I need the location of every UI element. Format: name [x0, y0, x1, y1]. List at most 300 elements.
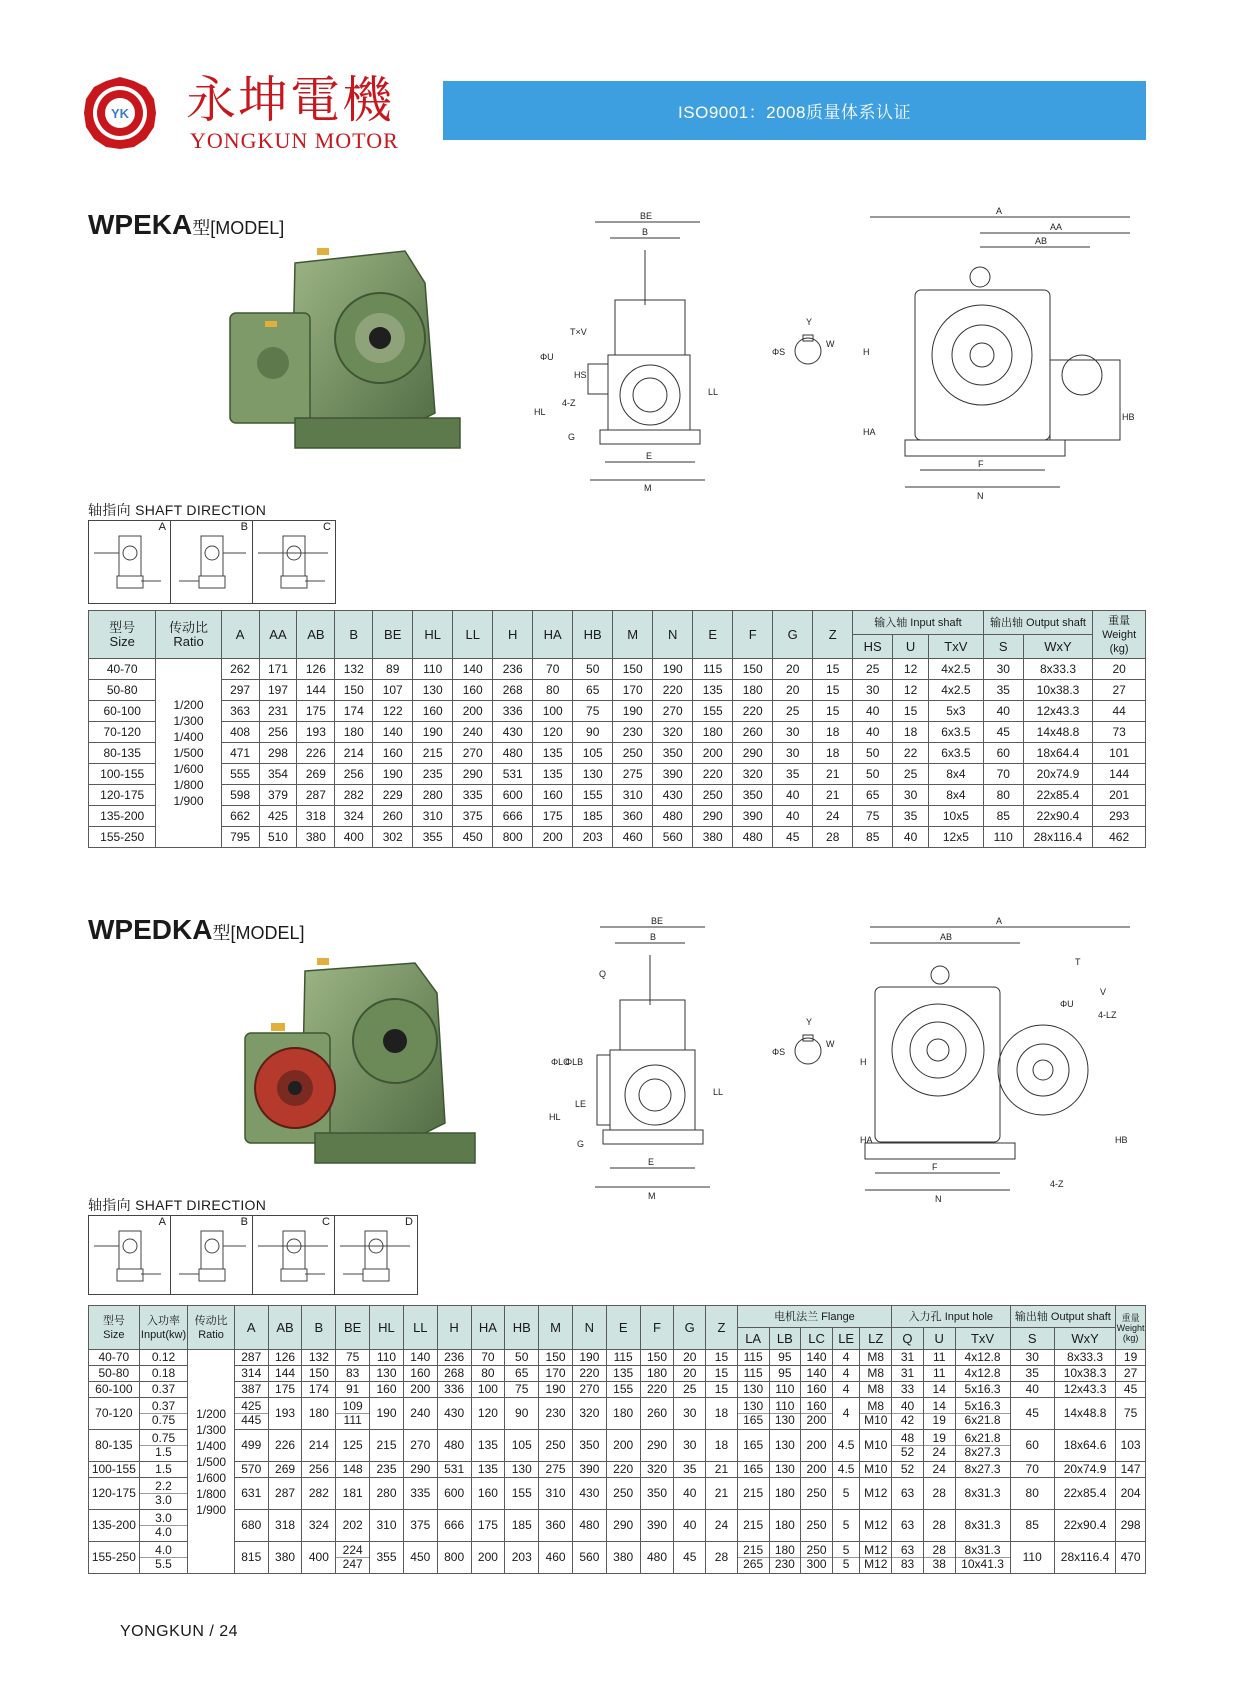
column-header: F	[733, 611, 773, 659]
column-header-size: 型号 Size	[89, 1306, 140, 1350]
cell-line: 4x12.8	[964, 1350, 1001, 1364]
table-cell: 132	[335, 659, 373, 680]
cell-line: 300	[801, 1557, 832, 1571]
table-cell: 70	[983, 764, 1023, 785]
column-header: TxV	[955, 1328, 1010, 1350]
header-row	[89, 1306, 1146, 1328]
table-row	[89, 785, 1146, 806]
table-cell: 15	[893, 701, 929, 722]
cell-line: 28	[932, 1518, 946, 1532]
gearbox-outline-icon	[171, 1226, 251, 1292]
table-cell: 220	[606, 1462, 640, 1478]
svg-text:M: M	[644, 483, 652, 493]
table-cell: 190	[572, 1350, 606, 1366]
table-cell: 260	[373, 806, 413, 827]
table-cell: 14x48.8	[1023, 722, 1092, 743]
cell-line: 215	[743, 1543, 764, 1557]
table-cell: 80	[471, 1366, 505, 1382]
table-cell: 214	[302, 1430, 336, 1462]
table-cell	[769, 1398, 801, 1430]
cell-line: 0.37	[151, 1399, 176, 1413]
table-cell: 35	[674, 1462, 706, 1478]
shaft-direction-b	[171, 1216, 253, 1294]
svg-text:M: M	[648, 1191, 656, 1201]
table-cell	[923, 1430, 955, 1462]
cell-line: 63	[900, 1543, 915, 1557]
column-header: Z	[813, 611, 853, 659]
table-cell	[801, 1366, 833, 1382]
table-cell: 235	[370, 1462, 404, 1478]
table-cell: 45	[773, 827, 813, 848]
cell-line: 38	[924, 1557, 955, 1571]
table-cell: 65	[573, 680, 613, 701]
cell-line: 250	[806, 1486, 827, 1500]
table-cell	[832, 1366, 859, 1382]
column-header-power: 入功率 Input(kw)	[139, 1306, 188, 1350]
cell-line: 42	[892, 1413, 923, 1427]
cell-line: 425	[241, 1399, 262, 1413]
cell-line: 14	[932, 1399, 946, 1413]
table-cell: 40	[1010, 1382, 1054, 1398]
table-cell: 22x90.4	[1054, 1510, 1115, 1542]
table-cell: 815	[234, 1542, 268, 1574]
column-header: Z	[706, 1306, 738, 1350]
table-cell	[892, 1398, 924, 1430]
table-cell: 480	[493, 743, 533, 764]
table-cell: 115	[606, 1350, 640, 1366]
table-cell	[860, 1366, 892, 1382]
table-cell: 160	[370, 1382, 404, 1398]
wpedka-shaft-key-drawing	[770, 1015, 840, 1075]
table-cell	[860, 1462, 892, 1478]
table-cell	[139, 1510, 188, 1542]
table-cell	[955, 1398, 1010, 1430]
svg-text:ΦLB: ΦLB	[565, 1057, 584, 1067]
table-cell: 215	[370, 1430, 404, 1462]
table-cell: 314	[234, 1366, 268, 1382]
svg-text:T: T	[1075, 957, 1081, 967]
cell-line: M10	[864, 1462, 888, 1476]
table-cell: 85	[853, 827, 893, 848]
table-cell: 65	[505, 1366, 539, 1382]
cell-line: 130	[743, 1382, 764, 1396]
svg-text:HL: HL	[549, 1112, 561, 1122]
table-cell: 14x48.8	[1054, 1398, 1115, 1430]
column-header: N	[653, 611, 693, 659]
table-cell: 144	[1093, 764, 1146, 785]
table-cell: 680	[234, 1510, 268, 1542]
table-cell: 75	[573, 701, 613, 722]
column-header: HB	[505, 1306, 539, 1350]
column-header: AB	[268, 1306, 302, 1350]
cell-line: 1.5	[155, 1462, 172, 1476]
table-cell: 40-70	[89, 659, 156, 680]
cell-line: M8	[867, 1350, 885, 1364]
table-cell	[801, 1510, 833, 1542]
column-header-weight: 重量 Weight (kg)	[1093, 611, 1146, 659]
table-cell: 160	[403, 1366, 437, 1382]
wpedka-product-photo	[245, 953, 490, 1183]
table-cell: 25	[853, 659, 893, 680]
table-cell	[769, 1478, 801, 1510]
table-cell: 375	[453, 806, 493, 827]
table-cell: 70-120	[89, 722, 156, 743]
table-cell: 100-155	[89, 764, 156, 785]
table-cell	[955, 1510, 1010, 1542]
table-cell: 150	[335, 680, 373, 701]
cell-line: 115	[743, 1350, 763, 1364]
table-cell: 20	[773, 680, 813, 701]
table-cell	[769, 1462, 801, 1478]
table-cell: 290	[693, 806, 733, 827]
table-cell: 430	[493, 722, 533, 743]
cell-line: 110	[775, 1382, 795, 1396]
shaft-direction-a	[89, 1216, 171, 1294]
shaft-letter: C	[322, 1216, 330, 1228]
svg-text:BE: BE	[651, 916, 664, 926]
table-cell	[336, 1510, 370, 1542]
table-cell: 44	[1093, 701, 1146, 722]
table-cell: 190	[373, 764, 413, 785]
model-title-wpedka	[88, 913, 304, 950]
table-cell: 290	[733, 743, 773, 764]
table-cell	[336, 1430, 370, 1462]
table-cell: 430	[653, 785, 693, 806]
table-cell: 666	[437, 1510, 471, 1542]
cell-line: 6x21.8	[956, 1413, 1010, 1427]
table-cell: 101	[1093, 743, 1146, 764]
table-cell: 375	[403, 1510, 437, 1542]
column-header: S	[983, 635, 1023, 659]
wpedka-side-view-drawing	[549, 915, 760, 1220]
table-cell: 240	[403, 1398, 437, 1430]
table-cell	[336, 1398, 370, 1430]
table-cell: 180	[693, 722, 733, 743]
table-row	[89, 743, 1146, 764]
table-cell: 18	[893, 722, 929, 743]
table-cell: 27	[1116, 1366, 1146, 1382]
gearbox-outline-icon	[89, 531, 169, 601]
shaft-direction-diagrams	[88, 1215, 418, 1295]
table-cell: 115	[693, 659, 733, 680]
column-header: AB	[297, 611, 335, 659]
wpeka-front-view-drawing	[860, 205, 1135, 505]
cell-line: 5	[842, 1543, 850, 1557]
table-cell: 350	[640, 1478, 674, 1510]
cell-line: 4.0	[140, 1525, 188, 1539]
cell-line: M12	[864, 1486, 888, 1500]
table-cell: 310	[413, 806, 453, 827]
column-header: WxY	[1054, 1328, 1115, 1350]
table-cell: 120	[533, 722, 573, 743]
table-cell: 12x43.3	[1054, 1382, 1115, 1398]
table-cell: 30	[893, 785, 929, 806]
table-cell: 75	[853, 806, 893, 827]
table-cell: 50	[853, 743, 893, 764]
svg-text:Y: Y	[806, 317, 813, 327]
column-header: HL	[370, 1306, 404, 1350]
table-cell: 180	[606, 1398, 640, 1430]
table-cell: 144	[297, 680, 335, 701]
svg-text:HL: HL	[534, 407, 546, 417]
svg-text:H: H	[863, 347, 870, 357]
cell-line: 200	[801, 1413, 832, 1427]
model-suffix: 型[MODEL]	[212, 923, 305, 943]
table-cell: 631	[234, 1478, 268, 1510]
shaft-direction-label: 轴指向 SHAFT DIRECTION	[88, 1197, 267, 1213]
table-cell: 24	[813, 806, 853, 827]
table-cell	[801, 1382, 833, 1398]
table-row	[89, 1510, 1146, 1542]
table-cell: 335	[403, 1478, 437, 1510]
table-cell: 250	[693, 785, 733, 806]
table-cell	[769, 1382, 801, 1398]
table-cell	[336, 1366, 370, 1382]
table-cell: 110	[413, 659, 453, 680]
table-row	[89, 1430, 1146, 1462]
cell-line: 110	[775, 1399, 795, 1413]
table-cell: 70	[471, 1350, 505, 1366]
table-cell	[769, 1510, 801, 1542]
table-row	[89, 827, 1146, 848]
table-cell: 270	[572, 1382, 606, 1398]
table-cell: 256	[335, 764, 373, 785]
gearbox-outline-icon	[171, 531, 251, 601]
svg-text:G: G	[568, 432, 576, 442]
table-cell	[892, 1542, 924, 1574]
cell-line: 180	[774, 1486, 795, 1500]
table-cell: 280	[413, 785, 453, 806]
column-group-flange: 电机法兰 Flange	[737, 1306, 891, 1328]
table-cell: 231	[259, 701, 297, 722]
table-cell: 270	[403, 1430, 437, 1462]
svg-text:B: B	[642, 227, 649, 237]
cell-line: 91	[345, 1382, 360, 1396]
model-name: WPEKA	[88, 209, 193, 240]
cell-line: 180	[774, 1543, 795, 1557]
table-cell	[860, 1382, 892, 1398]
cell-line: 52	[900, 1462, 915, 1476]
cell-line: 181	[342, 1486, 363, 1500]
table-cell: 8x4	[928, 785, 983, 806]
table-cell	[832, 1542, 859, 1574]
column-header: AA	[259, 611, 297, 659]
cell-line: 148	[342, 1462, 363, 1476]
table-cell: 135	[471, 1462, 505, 1478]
table-cell	[923, 1510, 955, 1542]
column-header: B	[335, 611, 373, 659]
table-cell: 21	[813, 764, 853, 785]
table-cell: 236	[437, 1350, 471, 1366]
table-cell: 215	[413, 743, 453, 764]
table-cell: 250	[613, 743, 653, 764]
table-cell: 499	[234, 1430, 268, 1462]
table-cell	[955, 1542, 1010, 1574]
table-cell: 40	[853, 701, 893, 722]
table-cell: 390	[653, 764, 693, 785]
table-cell: 480	[653, 806, 693, 827]
table-cell	[832, 1510, 859, 1542]
table-cell: 203	[505, 1542, 539, 1574]
column-header: HA	[533, 611, 573, 659]
table-cell: 197	[259, 680, 297, 701]
table-cell: 297	[221, 680, 259, 701]
table-cell: 320	[572, 1398, 606, 1430]
svg-text:F: F	[978, 459, 984, 469]
table-cell: 60-100	[89, 1382, 140, 1398]
cell-line: 200	[806, 1462, 827, 1476]
table-cell: 400	[335, 827, 373, 848]
table-cell: 318	[268, 1510, 302, 1542]
table-cell: 310	[539, 1478, 573, 1510]
table-cell: 471	[221, 743, 259, 764]
cell-line: M10	[860, 1413, 891, 1427]
svg-text:A: A	[996, 916, 1003, 926]
table-cell: 35	[983, 680, 1023, 701]
table-cell: 800	[493, 827, 533, 848]
table-cell: 360	[613, 806, 653, 827]
table-cell: 236	[493, 659, 533, 680]
cell-line: M8	[867, 1366, 885, 1380]
cell-line: M8	[867, 1382, 885, 1396]
column-header: G	[674, 1306, 706, 1350]
table-cell: 310	[370, 1510, 404, 1542]
table-cell: 190	[413, 722, 453, 743]
table-cell: 269	[268, 1462, 302, 1478]
model-title-wpeka	[88, 208, 284, 245]
table-cell: 50	[853, 764, 893, 785]
svg-text:H: H	[860, 1057, 867, 1067]
table-row	[89, 722, 1146, 743]
table-cell: 155-250	[89, 827, 156, 848]
table-cell: 408	[221, 722, 259, 743]
table-cell	[860, 1478, 892, 1510]
table-cell: 430	[437, 1398, 471, 1430]
table-cell	[336, 1542, 370, 1574]
table-cell: 20x74.9	[1023, 764, 1092, 785]
cell-line: 28	[932, 1486, 946, 1500]
cell-line: 10x41.3	[956, 1557, 1010, 1571]
shaft-letter: A	[158, 1216, 166, 1228]
cell-line: 250	[806, 1543, 827, 1557]
table-cell	[923, 1366, 955, 1382]
table-cell: 25	[893, 764, 929, 785]
table-cell: 150	[613, 659, 653, 680]
cell-line: 4	[842, 1406, 850, 1420]
table-cell: 190	[539, 1382, 573, 1398]
table-cell: 15	[813, 680, 853, 701]
cell-line: 83	[345, 1366, 360, 1380]
column-header: BE	[373, 611, 413, 659]
table-cell: 350	[733, 785, 773, 806]
cell-line: 215	[743, 1486, 764, 1500]
table-cell: 150	[640, 1350, 674, 1366]
cell-line: 165	[743, 1462, 764, 1476]
table-cell: 200	[403, 1382, 437, 1398]
table-cell	[139, 1398, 188, 1430]
table-cell: 60-100	[89, 701, 156, 722]
table-cell: 226	[268, 1430, 302, 1462]
cell-line: 165	[743, 1438, 764, 1452]
cell-line: 265	[738, 1557, 769, 1571]
column-header: Q	[892, 1328, 924, 1350]
table-cell	[336, 1478, 370, 1510]
table-cell: 201	[1093, 785, 1146, 806]
table-row	[89, 806, 1146, 827]
table-cell	[139, 1366, 188, 1382]
table-row	[89, 764, 1146, 785]
table-cell	[737, 1542, 769, 1574]
cell-line: 180	[774, 1518, 795, 1532]
svg-text:F: F	[932, 1162, 938, 1172]
table-cell: 65	[853, 785, 893, 806]
column-header: G	[773, 611, 813, 659]
table-row	[89, 1462, 1146, 1478]
table-cell	[801, 1430, 833, 1462]
table-cell: 5x3	[928, 701, 983, 722]
table-cell: 256	[259, 722, 297, 743]
yongkun-logo-icon	[82, 75, 158, 151]
cell-line: 3.0	[155, 1511, 172, 1525]
table-cell: 268	[493, 680, 533, 701]
svg-text:V: V	[1100, 987, 1107, 997]
table-cell: 22x90.4	[1023, 806, 1092, 827]
table-cell: 25	[674, 1382, 706, 1398]
cell-line: 109	[342, 1399, 363, 1413]
table-cell	[892, 1478, 924, 1510]
table-cell: 6x3.5	[928, 743, 983, 764]
table-cell: 15	[706, 1382, 738, 1398]
svg-text:W: W	[826, 1039, 835, 1049]
svg-text:YK: YK	[110, 106, 130, 121]
iso-certification-banner	[443, 81, 1146, 140]
column-header: F	[640, 1306, 674, 1350]
table-cell	[955, 1350, 1010, 1366]
table-cell	[955, 1430, 1010, 1462]
table-cell: 390	[572, 1462, 606, 1478]
ratio-cell: 1/200 1/300 1/400 1/500 1/600 1/800 1/900	[188, 1350, 235, 1574]
table-cell: 354	[259, 764, 297, 785]
table-cell: 230	[539, 1398, 573, 1430]
cell-line: 130	[743, 1399, 764, 1413]
table-cell: 40	[983, 701, 1023, 722]
table-cell: 21	[706, 1462, 738, 1478]
table-cell: 190	[370, 1398, 404, 1430]
table-cell: 598	[221, 785, 259, 806]
table-cell: 18x64.6	[1054, 1430, 1115, 1462]
table-cell	[769, 1350, 801, 1366]
column-header: HL	[413, 611, 453, 659]
table-cell: 203	[573, 827, 613, 848]
cell-line: 63	[900, 1518, 915, 1532]
svg-text:AB: AB	[1035, 236, 1048, 246]
table-cell: 12	[893, 659, 929, 680]
cell-line: 130	[770, 1413, 801, 1427]
table-cell: 18	[706, 1430, 738, 1462]
table-cell: 600	[493, 785, 533, 806]
table-cell: 12x43.3	[1023, 701, 1092, 722]
table-cell: 75	[1116, 1398, 1146, 1430]
table-cell: 379	[259, 785, 297, 806]
table-cell: 155-250	[89, 1542, 140, 1574]
table-cell: 73	[1093, 722, 1146, 743]
cell-line: 1.5	[140, 1445, 188, 1459]
table-cell	[737, 1462, 769, 1478]
column-header: U	[893, 635, 929, 659]
table-cell: 135	[533, 764, 573, 785]
table-cell: 450	[453, 827, 493, 848]
table-cell: 150	[733, 659, 773, 680]
